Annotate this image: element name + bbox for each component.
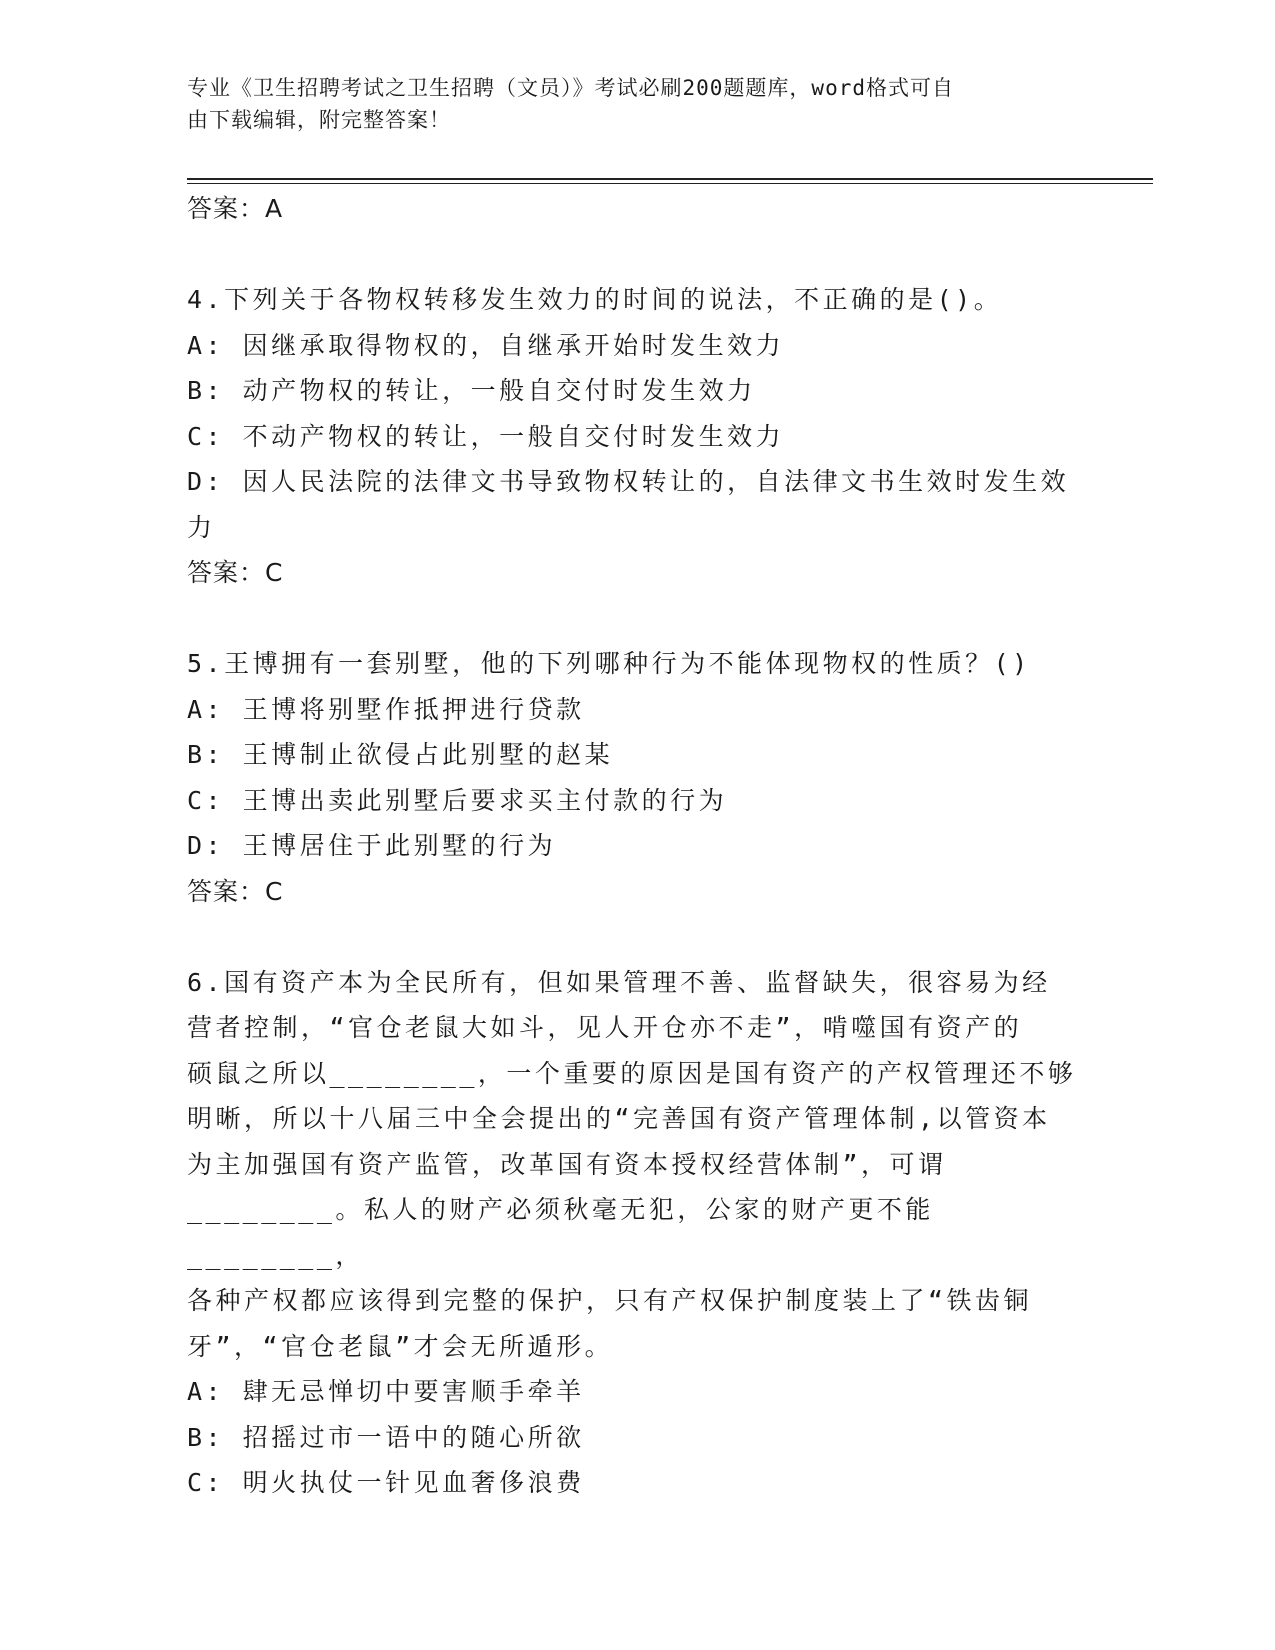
- spacer: [187, 596, 1077, 642]
- answer: 答案：C: [187, 876, 284, 906]
- question-stem-line: 营者控制，“官仓老鼠大如斗，见人开仓亦不走”，啃噬国有资产的: [187, 1013, 1023, 1042]
- header-line-1: 专业《卫生招聘考试之卫生招聘（文员）》考试必刷200题题库，word格式可自: [187, 76, 954, 100]
- option-c: C: 王博出卖此别墅后要求买主付款的行为: [187, 785, 728, 815]
- question-stem: 5.王博拥有一套别墅，他的下列哪种行为不能体现物权的性质？(): [187, 649, 1031, 678]
- question-stem-line: 6.国有资产本为全民所有，但如果管理不善、监督缺失，很容易为经: [187, 967, 1051, 997]
- question-stem-line: 各种产权都应该得到完整的保护，只有产权保护制度装上了“铁齿铜: [187, 1286, 1033, 1315]
- question-6: [187, 960, 1077, 1506]
- answer: 答案：C: [187, 558, 284, 587]
- option-c: C: 不动产物权的转让，一般自交付时发生效力: [187, 421, 785, 451]
- option-c: C: 明火执仗一针见血奢侈浪费: [187, 1468, 585, 1497]
- spacer: [187, 232, 1077, 278]
- header-rule-thin: [187, 183, 1153, 184]
- question-stem-line: ________。私人的财产必须秋毫无犯，公家的财产更不能________，: [187, 1195, 934, 1270]
- option-b: B: 王博制止欲侵占此别墅的赵某: [187, 740, 614, 769]
- option-b: B: 招摇过市一语中的随心所欲: [187, 1422, 585, 1452]
- option-d-continued: 力: [187, 512, 216, 542]
- question-stem-line: 为主加强国有资产监管，改革国有资本授权经营体制”，可谓: [187, 1149, 947, 1179]
- option-a: A: 肆无忌惮切中要害顺手牵羊: [187, 1377, 585, 1406]
- question-stem-line: 明晰，所以十八届三中全会提出的“完善国有资产管理体制,以管资本: [187, 1104, 1051, 1133]
- option-b: B: 动产物权的转让，一般自交付时发生效力: [187, 376, 756, 405]
- header-line-2: 由下载编辑，附完整答案！: [187, 108, 451, 132]
- question-4: [187, 277, 1077, 596]
- spacer: [187, 914, 1077, 960]
- option-a: A: 因继承取得物权的，自继承开始时发生效力: [187, 330, 785, 360]
- answer-previous: 答案：A: [187, 194, 284, 223]
- document-body: [187, 186, 1077, 1506]
- option-a: A: 王博将别墅作抵押进行贷款: [187, 694, 585, 724]
- question-5: [187, 641, 1077, 914]
- document-header: [187, 72, 1067, 136]
- question-stem: 4.下列关于各物权转移发生效力的时间的说法，不正确的是()。: [187, 285, 1003, 314]
- question-stem-line: 牙”，“官仓老鼠”才会无所遁形。: [187, 1331, 614, 1361]
- header-rule-thick: [187, 178, 1153, 180]
- question-stem-line: 硕鼠之所以________，一个重要的原因是国有资产的产权管理还不够: [187, 1058, 1077, 1088]
- option-d: D: 因人民法院的法律文书导致物权转让的，自法律文书生效时发生效: [187, 467, 1070, 496]
- option-d: D: 王博居住于此别墅的行为: [187, 831, 557, 860]
